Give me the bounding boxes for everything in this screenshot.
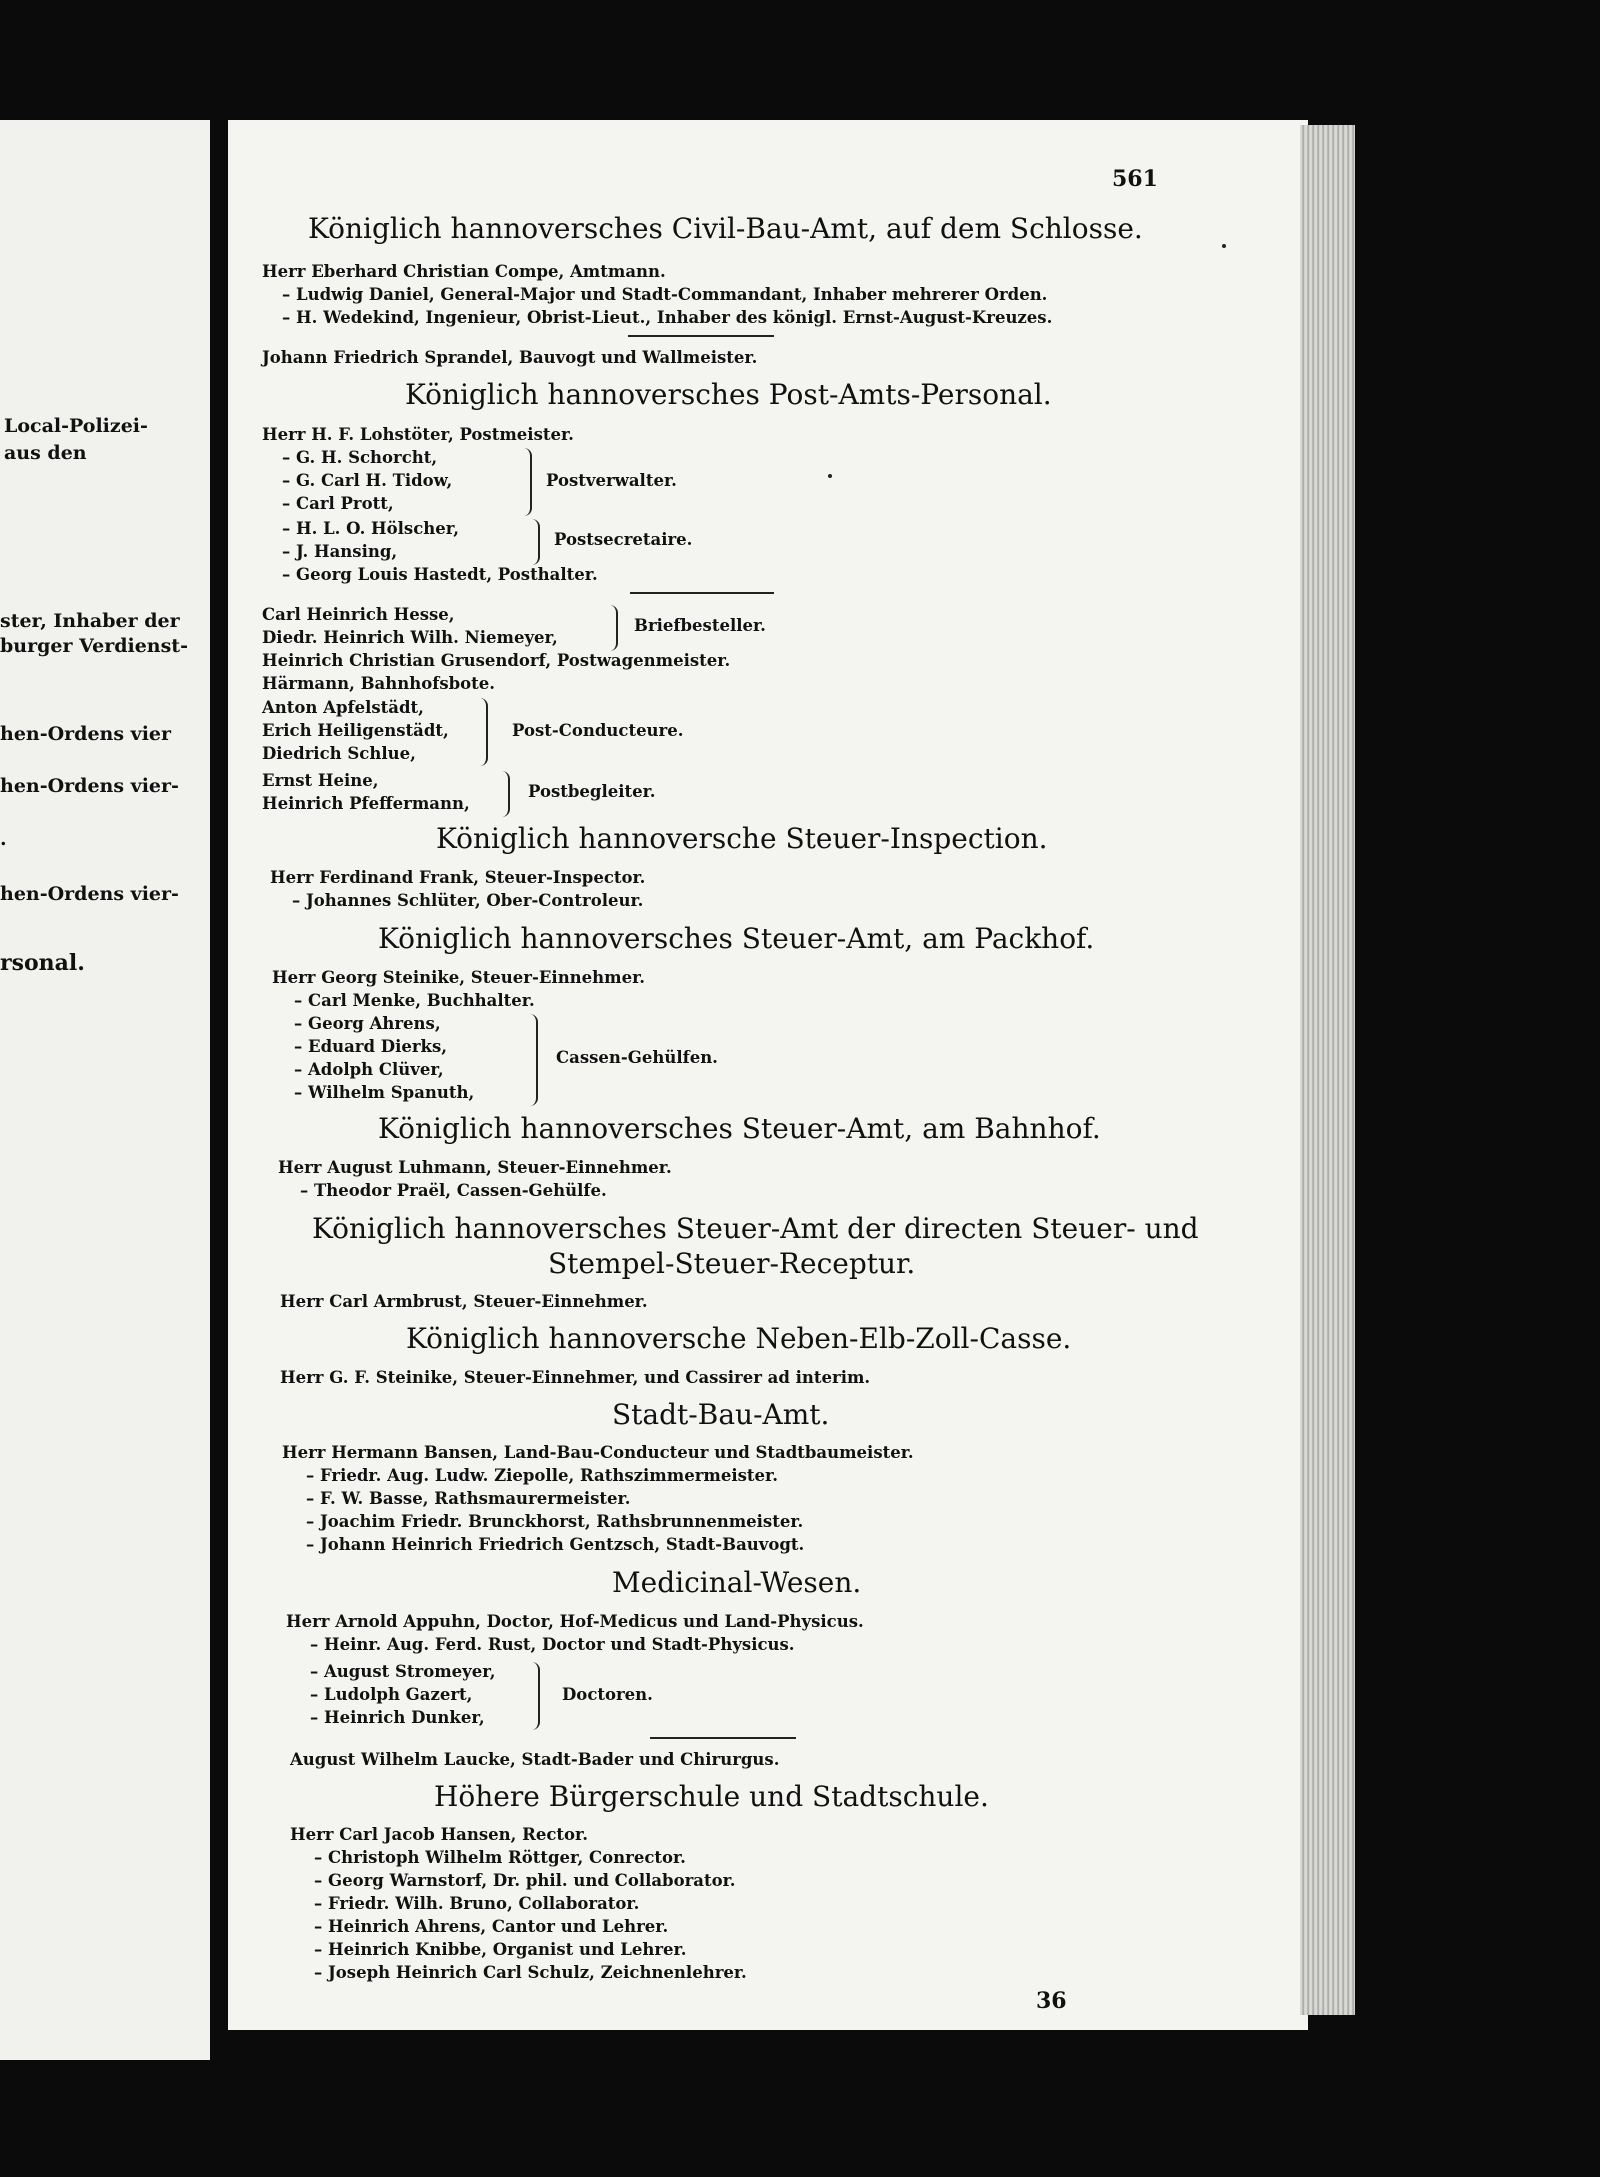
group-label: Briefbesteller.: [634, 616, 766, 635]
entry-line: – Georg Warnstorf, Dr. phil. und Collaborator.: [314, 1871, 736, 1890]
entry-line: – Joseph Heinrich Carl Schulz, Zeichnenlehrer.: [314, 1963, 747, 1982]
entry-line: – Theodor Praël, Cassen-Gehülfe.: [300, 1181, 607, 1200]
entry-line: – Heinr. Aug. Ferd. Rust, Doctor und Stadt-Physicus.: [310, 1635, 795, 1654]
entry-line: Herr Eberhard Christian Compe, Amtmann.: [262, 262, 666, 281]
entry-line: Herr G. F. Steinike, Steuer-Einnehmer, und Cassirer ad interim.: [280, 1368, 871, 1387]
brace: [608, 605, 618, 651]
section-heading: Königlich hannoversches Civil-Bau-Amt, auf dem Schlosse.: [308, 212, 1143, 245]
divider: [650, 1737, 796, 1739]
brace: [500, 771, 510, 817]
brace: [528, 1014, 538, 1106]
entry-line: – Carl Menke, Buchhalter.: [294, 991, 535, 1010]
section-heading-continued: Stempel-Steuer-Receptur.: [548, 1247, 916, 1280]
entry-line: Diedr. Heinrich Wilh. Niemeyer,: [262, 628, 558, 647]
divider: [630, 592, 774, 594]
entry-line: – Heinrich Knibbe, Organist und Lehrer.: [314, 1940, 687, 1959]
entry-line: Anton Apfelstädt,: [262, 698, 424, 717]
section-heading: Medicinal-Wesen.: [612, 1566, 862, 1599]
section-heading: Königlich hannoversche Steuer-Inspection.: [436, 822, 1048, 855]
entry-line: Herr Arnold Appuhn, Doctor, Hof-Medicus und Land-Physicus.: [286, 1612, 864, 1631]
entry-line: Herr Carl Armbrust, Steuer-Einnehmer.: [280, 1292, 648, 1311]
group-label: Postbegleiter.: [528, 782, 656, 801]
ink-speck: [1222, 244, 1226, 248]
entry-line: – Friedr. Wilh. Bruno, Collaborator.: [314, 1894, 640, 1913]
left-line: .: [0, 828, 7, 850]
entry-line: – J. Hansing,: [282, 542, 398, 561]
group-label: Post-Conducteure.: [512, 721, 684, 740]
entry-line: – Eduard Dierks,: [294, 1037, 448, 1056]
entry-line: – Carl Prott,: [282, 494, 394, 513]
entry-line: Heinrich Christian Grusendorf, Postwagenmeister.: [262, 651, 731, 670]
entry-line: Herr Georg Steinike, Steuer-Einnehmer.: [272, 968, 646, 987]
entry-line: Herr H. F. Lohstöter, Postmeister.: [262, 425, 574, 444]
section-heading: Königlich hannoversches Steuer-Amt, am Bahnhof.: [378, 1112, 1101, 1145]
entry-line: – Johann Heinrich Friedrich Gentzsch, Stadt-Bauvogt.: [306, 1535, 805, 1554]
entry-line: Härmann, Bahnhofsbote.: [262, 674, 496, 693]
entry-line: – Christoph Wilhelm Röttger, Conrector.: [314, 1848, 686, 1867]
entry-line: Herr Carl Jacob Hansen, Rector.: [290, 1825, 588, 1844]
section-heading: Königlich hannoversche Neben-Elb-Zoll-Casse.: [406, 1322, 1072, 1355]
entry-line: – H. L. O. Hölscher,: [282, 519, 459, 538]
divider: [628, 335, 774, 337]
entry-line: Carl Heinrich Hesse,: [262, 605, 455, 624]
entry-line: – Ludolph Gazert,: [310, 1685, 473, 1704]
section-heading: Höhere Bürgerschule und Stadtschule.: [434, 1780, 989, 1813]
left-line: ster, Inhaber der: [0, 610, 180, 632]
brace: [530, 1662, 540, 1730]
entry-line: – August Stromeyer,: [310, 1662, 496, 1681]
left-line: rsonal.: [0, 950, 85, 976]
section-heading: Stadt-Bau-Amt.: [612, 1398, 830, 1431]
left-line: hen-Ordens vier: [0, 723, 172, 745]
entry-line: Herr Ferdinand Frank, Steuer-Inspector.: [270, 868, 646, 887]
entry-line: – F. W. Basse, Rathsmaurermeister.: [306, 1489, 631, 1508]
entry-line: Johann Friedrich Sprandel, Bauvogt und Wallmeister.: [262, 348, 758, 367]
left-line: hen-Ordens vier-: [0, 883, 179, 905]
entry-line: – Georg Ahrens,: [294, 1014, 441, 1033]
entry-line: – Johannes Schlüter, Ober-Controleur.: [292, 891, 644, 910]
ink-speck: [828, 474, 832, 478]
entry-line: Heinrich Pfeffermann,: [262, 794, 470, 813]
brace: [478, 698, 488, 766]
entry-line: Herr Hermann Bansen, Land-Bau-Conducteur und Stadtbaumeister.: [282, 1443, 914, 1462]
entry-line: – Ludwig Daniel, General-Major und Stadt-Commandant, Inhaber mehrerer Orden.: [282, 285, 1048, 304]
group-label: Postverwalter.: [546, 471, 677, 490]
entry-line: – G. Carl H. Tidow,: [282, 471, 453, 490]
left-line: burger Verdienst-: [0, 635, 188, 657]
entry-line: Erich Heiligenstädt,: [262, 721, 449, 740]
page-number: 561: [1112, 166, 1158, 192]
left-page-fragment: [0, 120, 210, 2060]
left-line: hen-Ordens vier-: [0, 775, 179, 797]
entry-line: – Joachim Friedr. Brunckhorst, Rathsbrunnenmeister.: [306, 1512, 804, 1531]
section-heading: Königlich hannoversches Post-Amts-Personal.: [405, 378, 1052, 411]
section-heading: Königlich hannoversches Steuer-Amt der directen Steuer- und: [312, 1212, 1199, 1245]
brace: [530, 519, 540, 565]
entry-line: – Friedr. Aug. Ludw. Ziepolle, Rathszimmermeister.: [306, 1466, 778, 1485]
entry-line: – Wilhelm Spanuth,: [294, 1083, 475, 1102]
entry-line: August Wilhelm Laucke, Stadt-Bader und Chirurgus.: [290, 1750, 780, 1769]
group-label: Doctoren.: [562, 1685, 653, 1704]
page-edges: [1300, 125, 1355, 2015]
section-heading: Königlich hannoversches Steuer-Amt, am Packhof.: [378, 922, 1095, 955]
group-label: Cassen-Gehülfen.: [556, 1048, 718, 1067]
signature-number: 36: [1036, 1988, 1067, 2014]
left-line: Local-Polizei-: [4, 415, 148, 437]
entry-line: Diedrich Schlue,: [262, 744, 416, 763]
entry-line: – H. Wedekind, Ingenieur, Obrist-Lieut., Inhaber des königl. Ernst-August-Kreuzes.: [282, 308, 1053, 327]
group-label: Postsecretaire.: [554, 530, 693, 549]
entry-line: Ernst Heine,: [262, 771, 379, 790]
entry-line: – Adolph Clüver,: [294, 1060, 444, 1079]
left-line: aus den: [4, 442, 87, 464]
entry-line: – G. H. Schorcht,: [282, 448, 438, 467]
entry-line: – Georg Louis Hastedt, Posthalter.: [282, 565, 598, 584]
entry-line: Herr August Luhmann, Steuer-Einnehmer.: [278, 1158, 672, 1177]
entry-line: – Heinrich Ahrens, Cantor und Lehrer.: [314, 1917, 669, 1936]
brace: [522, 448, 532, 516]
entry-line: – Heinrich Dunker,: [310, 1708, 485, 1727]
